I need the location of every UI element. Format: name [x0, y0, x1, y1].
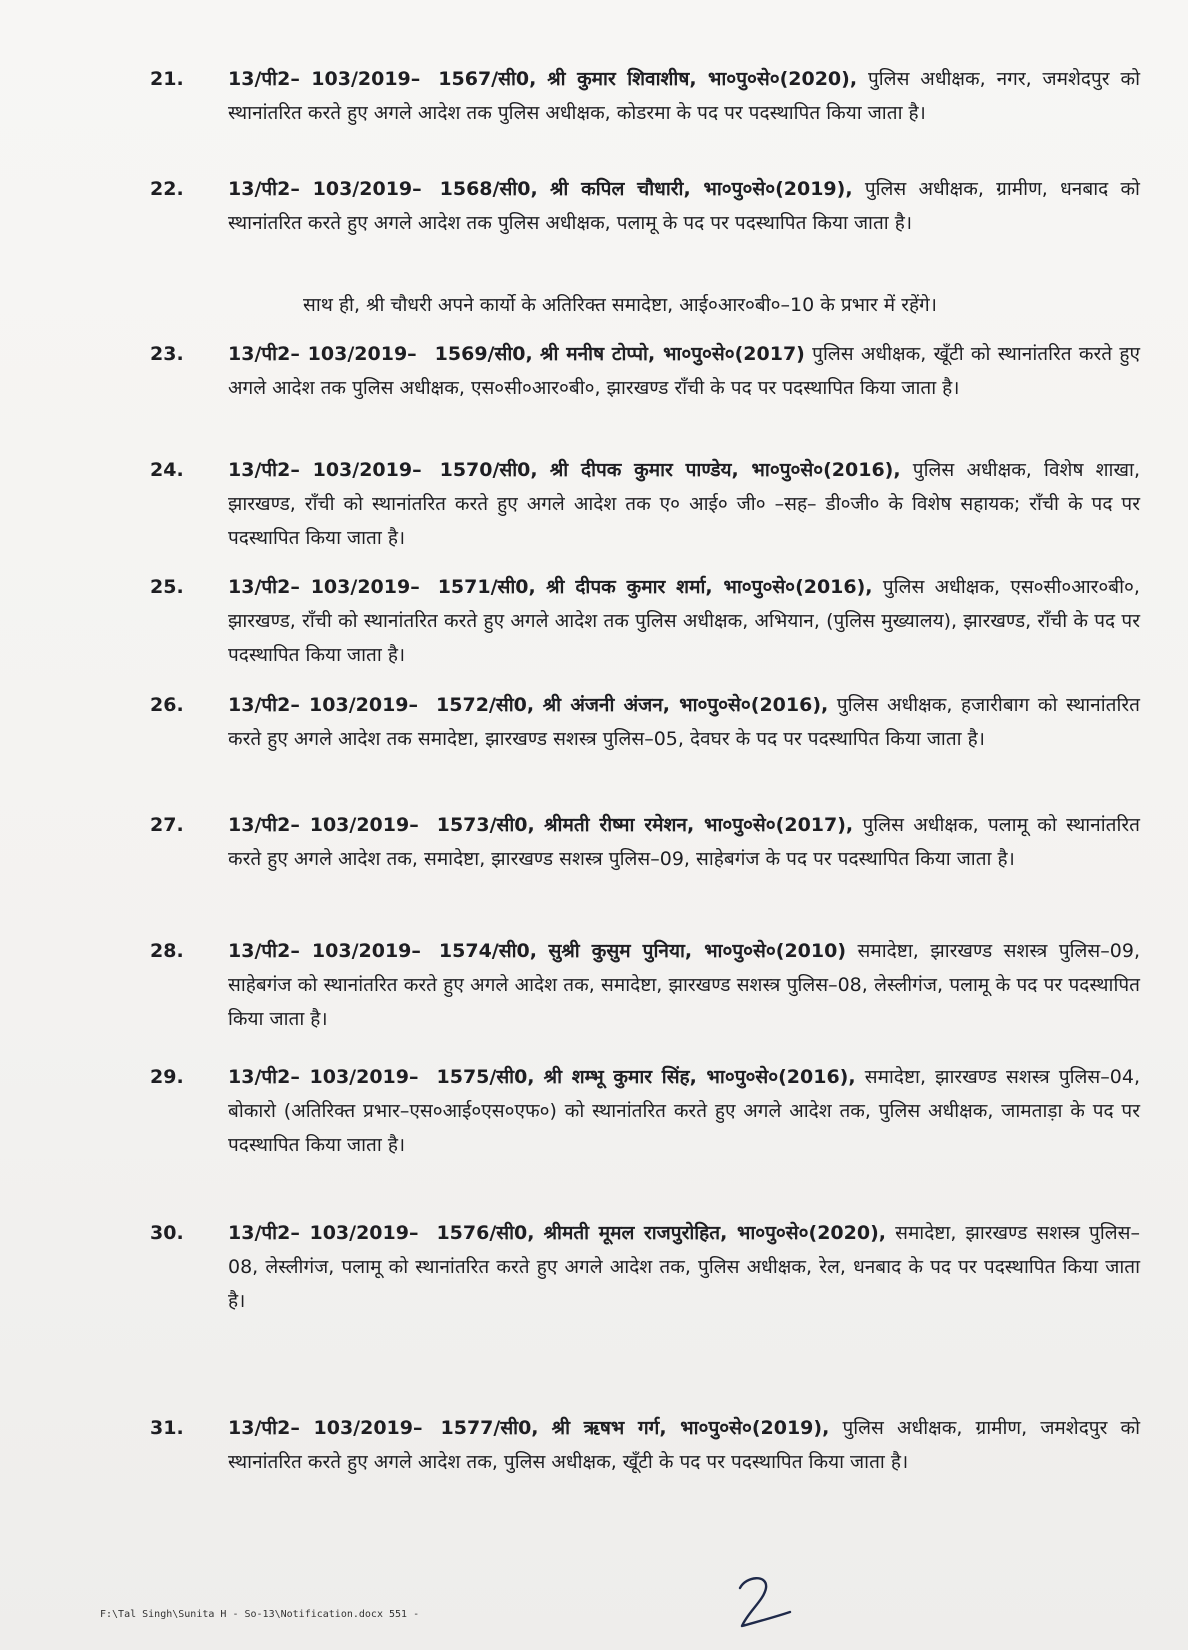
entry-text: पुलिस अधीक्षक, विशेष शाखा, झारखण्ड, राँची को स्थानांतरित करते हुए अगले आदेश तक ए० आई० जी० –सह– डी०जी० के विशेष सहायक; राँची के पद पर पदस्थापित किया जाता है।: [228, 459, 1140, 549]
order-ref: 1575/सी0,: [436, 1066, 535, 1088]
officer-name: श्री कपिल चौधारी, भा०पु०से०(2019),: [549, 178, 853, 200]
order-ref: 1567/सी0,: [438, 68, 537, 90]
footer-file-path: F:\Tal Singh\Sunita H - So-13\Notification.docx 551 -: [100, 1609, 420, 1620]
order-number: 13/पी2– 103/2019–: [228, 940, 421, 962]
order-ref: 1573/सी0,: [436, 814, 535, 836]
officer-name: श्री ऋषभ गर्ग, भा०पु०से०(2019),: [551, 1417, 830, 1439]
entry-text: पुलिस अधीक्षक, पलामू को स्थानांतरित करते हुए अगले आदेश तक, समादेष्टा, झारखण्ड सशस्त्र पुलिस–09, साहेबगंज के पद पर पदस्थापित किया जाता है।: [228, 814, 1141, 870]
officer-name: श्री अंजनी अंजन, भा०पु०से०(2016),: [542, 694, 829, 716]
entry-25: [150, 570, 1140, 672]
entry-body: [228, 808, 1140, 876]
entry-body: [228, 1411, 1140, 1479]
handwritten-page-number: [728, 1572, 798, 1632]
entry-30: [150, 1216, 1140, 1318]
entry-22-additional-charge-note: साथ ही, श्री चौधरी अपने कार्यो के अतिरिक्त समादेष्टा, आई०आर०बी०–10 के प्रभार में रहेंगे।: [303, 294, 937, 316]
order-number: 13/पी2– 103/2019–: [228, 1222, 419, 1244]
entry-text: समादेष्टा, झारखण्ड सशस्त्र पुलिस–08, लेस्लीगंज, पलामू को स्थानांतरित करते हुए अगले आदेश तक, पुलिस अधीक्षक, रेल, धनबाद के पद पर पदस्थापित किया जाता है।: [228, 1222, 1140, 1312]
order-ref: 1571/सी0,: [437, 576, 536, 598]
entry-number: 31.: [150, 1417, 184, 1439]
entry-text: पुलिस अधीक्षक, ग्रामीण, जमशेदपुर को स्थानांतरित करते हुए अगले आदेश तक, पुलिस अधीक्षक, खूँटी के पद पर पदस्थापित किया जाता है।: [228, 1417, 1140, 1473]
entry-number: 23.: [150, 343, 184, 365]
entry-text: पुलिस अधीक्षक, हजारीबाग को स्थानांतरित करते हुए अगले आदेश तक समादेष्टा, झारखण्ड सशस्त्र पुलिस–05, देवघर के पद पर पदस्थापित किया जाता है।: [228, 694, 1140, 750]
entry-number: 26.: [150, 694, 184, 716]
entry-number: 25.: [150, 576, 184, 598]
entry-body: [228, 570, 1140, 672]
entry-22: [150, 172, 1140, 240]
order-number: 13/पी2– 103/2019–: [228, 1066, 419, 1088]
entry-26: [150, 688, 1140, 756]
order-number: 13/पी2– 103/2019–: [228, 1417, 423, 1439]
order-ref: 1577/सी0,: [440, 1417, 539, 1439]
entry-28: [150, 934, 1140, 1036]
entry-number: 21.: [150, 68, 184, 90]
officer-name: श्रीमती मूमल राजपुरोहित, भा०पु०से०(2020),: [543, 1222, 886, 1244]
entry-body: [228, 337, 1140, 405]
entry-number: 27.: [150, 814, 184, 836]
order-ref: 1572/सी0,: [436, 694, 535, 716]
entry-body: [228, 934, 1140, 1036]
entry-body: [228, 688, 1140, 756]
officer-name: श्री दीपक कुमार शर्मा, भा०पु०से०(2016),: [546, 576, 873, 598]
order-ref: 1568/सी0,: [439, 178, 538, 200]
entry-text: समादेष्टा, झारखण्ड सशस्त्र पुलिस–09, साहेबगंज को स्थानांतरित करते हुए अगले आदेश तक, समादेष्टा, झारखण्ड सशस्त्र पुलिस–08, लेस्लीगंज, पलामू के पद पर पदस्थापित किया जाता है।: [228, 940, 1140, 1030]
entry-27: [150, 808, 1140, 876]
order-ref: 1570/सी0,: [439, 459, 538, 481]
entry-number: 30.: [150, 1222, 184, 1244]
order-number: 13/पी2– 103/2019–: [228, 68, 421, 90]
entry-text: समादेष्टा, झारखण्ड सशस्त्र पुलिस–04, बोकारो (अतिरिक्त प्रभार–एस०आई०एस०एफ०) को स्थानांतरित करते हुए अगले आदेश तक, पुलिस अधीक्षक, जामताड़ा के पद पर पदस्थापित किया जाता है।: [228, 1066, 1140, 1156]
entry-text: पुलिस अधीक्षक, खूँटी को स्थानांतरित करते हुए अगले आदेश तक पुलिस अधीक्षक, एस०सी०आर०बी०, झारखण्ड राँची के पद पर पदस्थापित किया जाता है।: [228, 343, 1140, 399]
officer-name: श्री शम्भू कुमार सिंह, भा०पु०से०(2016),: [543, 1066, 856, 1088]
entry-text: पुलिस अधीक्षक, नगर, जमशेदपुर को स्थानांतरित करते हुए अगले आदेश तक पुलिस अधीक्षक, कोडरमा के पद पर पदस्थापित किया जाता है।: [228, 68, 1140, 124]
order-ref: 1569/सी0,: [434, 343, 533, 365]
order-ref: 1576/सी0,: [436, 1222, 535, 1244]
entry-text: पुलिस अधीक्षक, एस०सी०आर०बी०, झारखण्ड, राँची को स्थानांतरित करते हुए अगले आदेश तक पुलिस अधीक्षक, अभियान, (पुलिस मुख्यालय), झारखण्ड, राँची के पद पर पदस्थापित किया जाता है।: [228, 576, 1140, 666]
order-ref: 1574/सी0,: [438, 940, 537, 962]
entry-23: [150, 337, 1140, 405]
entry-number: 29.: [150, 1066, 184, 1088]
entry-number: 28.: [150, 940, 184, 962]
entry-body: [228, 172, 1140, 240]
entry-body: [228, 1060, 1140, 1162]
order-number: 13/पी2– 103/2019–: [228, 694, 419, 716]
officer-name: सुश्री कुसुम पुनिया, भा०पु०से०(2010): [548, 940, 847, 962]
order-number: 13/पी2– 103/2019–: [228, 814, 419, 836]
order-number: 13/पी2– 103/2019–: [228, 459, 422, 481]
entry-text: पुलिस अधीक्षक, ग्रामीण, धनबाद को स्थानांतरित करते हुए अगले आदेश तक पुलिस अधीक्षक, पलामू के पद पर पदस्थापित किया जाता है।: [228, 178, 1140, 234]
entry-number: 24.: [150, 459, 184, 481]
entry-number: 22.: [150, 178, 184, 200]
order-number: 13/पी2– 103/2019–: [228, 576, 420, 598]
entry-21: [150, 62, 1140, 130]
entry-24: [150, 453, 1140, 555]
officer-name: श्रीमती रीष्मा रमेशन, भा०पु०से०(2017),: [544, 814, 854, 836]
entry-body: [228, 1216, 1140, 1318]
entry-29: [150, 1060, 1140, 1162]
order-number: 13/पी2– 103/2019–: [228, 178, 422, 200]
officer-name: श्री दीपक कुमार पाण्डेय, भा०पु०से०(2016),: [549, 459, 901, 481]
entry-body: [228, 453, 1140, 555]
entry-body: [228, 62, 1140, 130]
entry-31: [150, 1411, 1140, 1479]
order-number: 13/पी2– 103/2019–: [228, 343, 417, 365]
officer-name: श्री मनीष टोप्पो, भा०पु०से०(2017): [540, 343, 805, 365]
officer-name: श्री कुमार शिवाशीष, भा०पु०से०(2020),: [547, 68, 858, 90]
